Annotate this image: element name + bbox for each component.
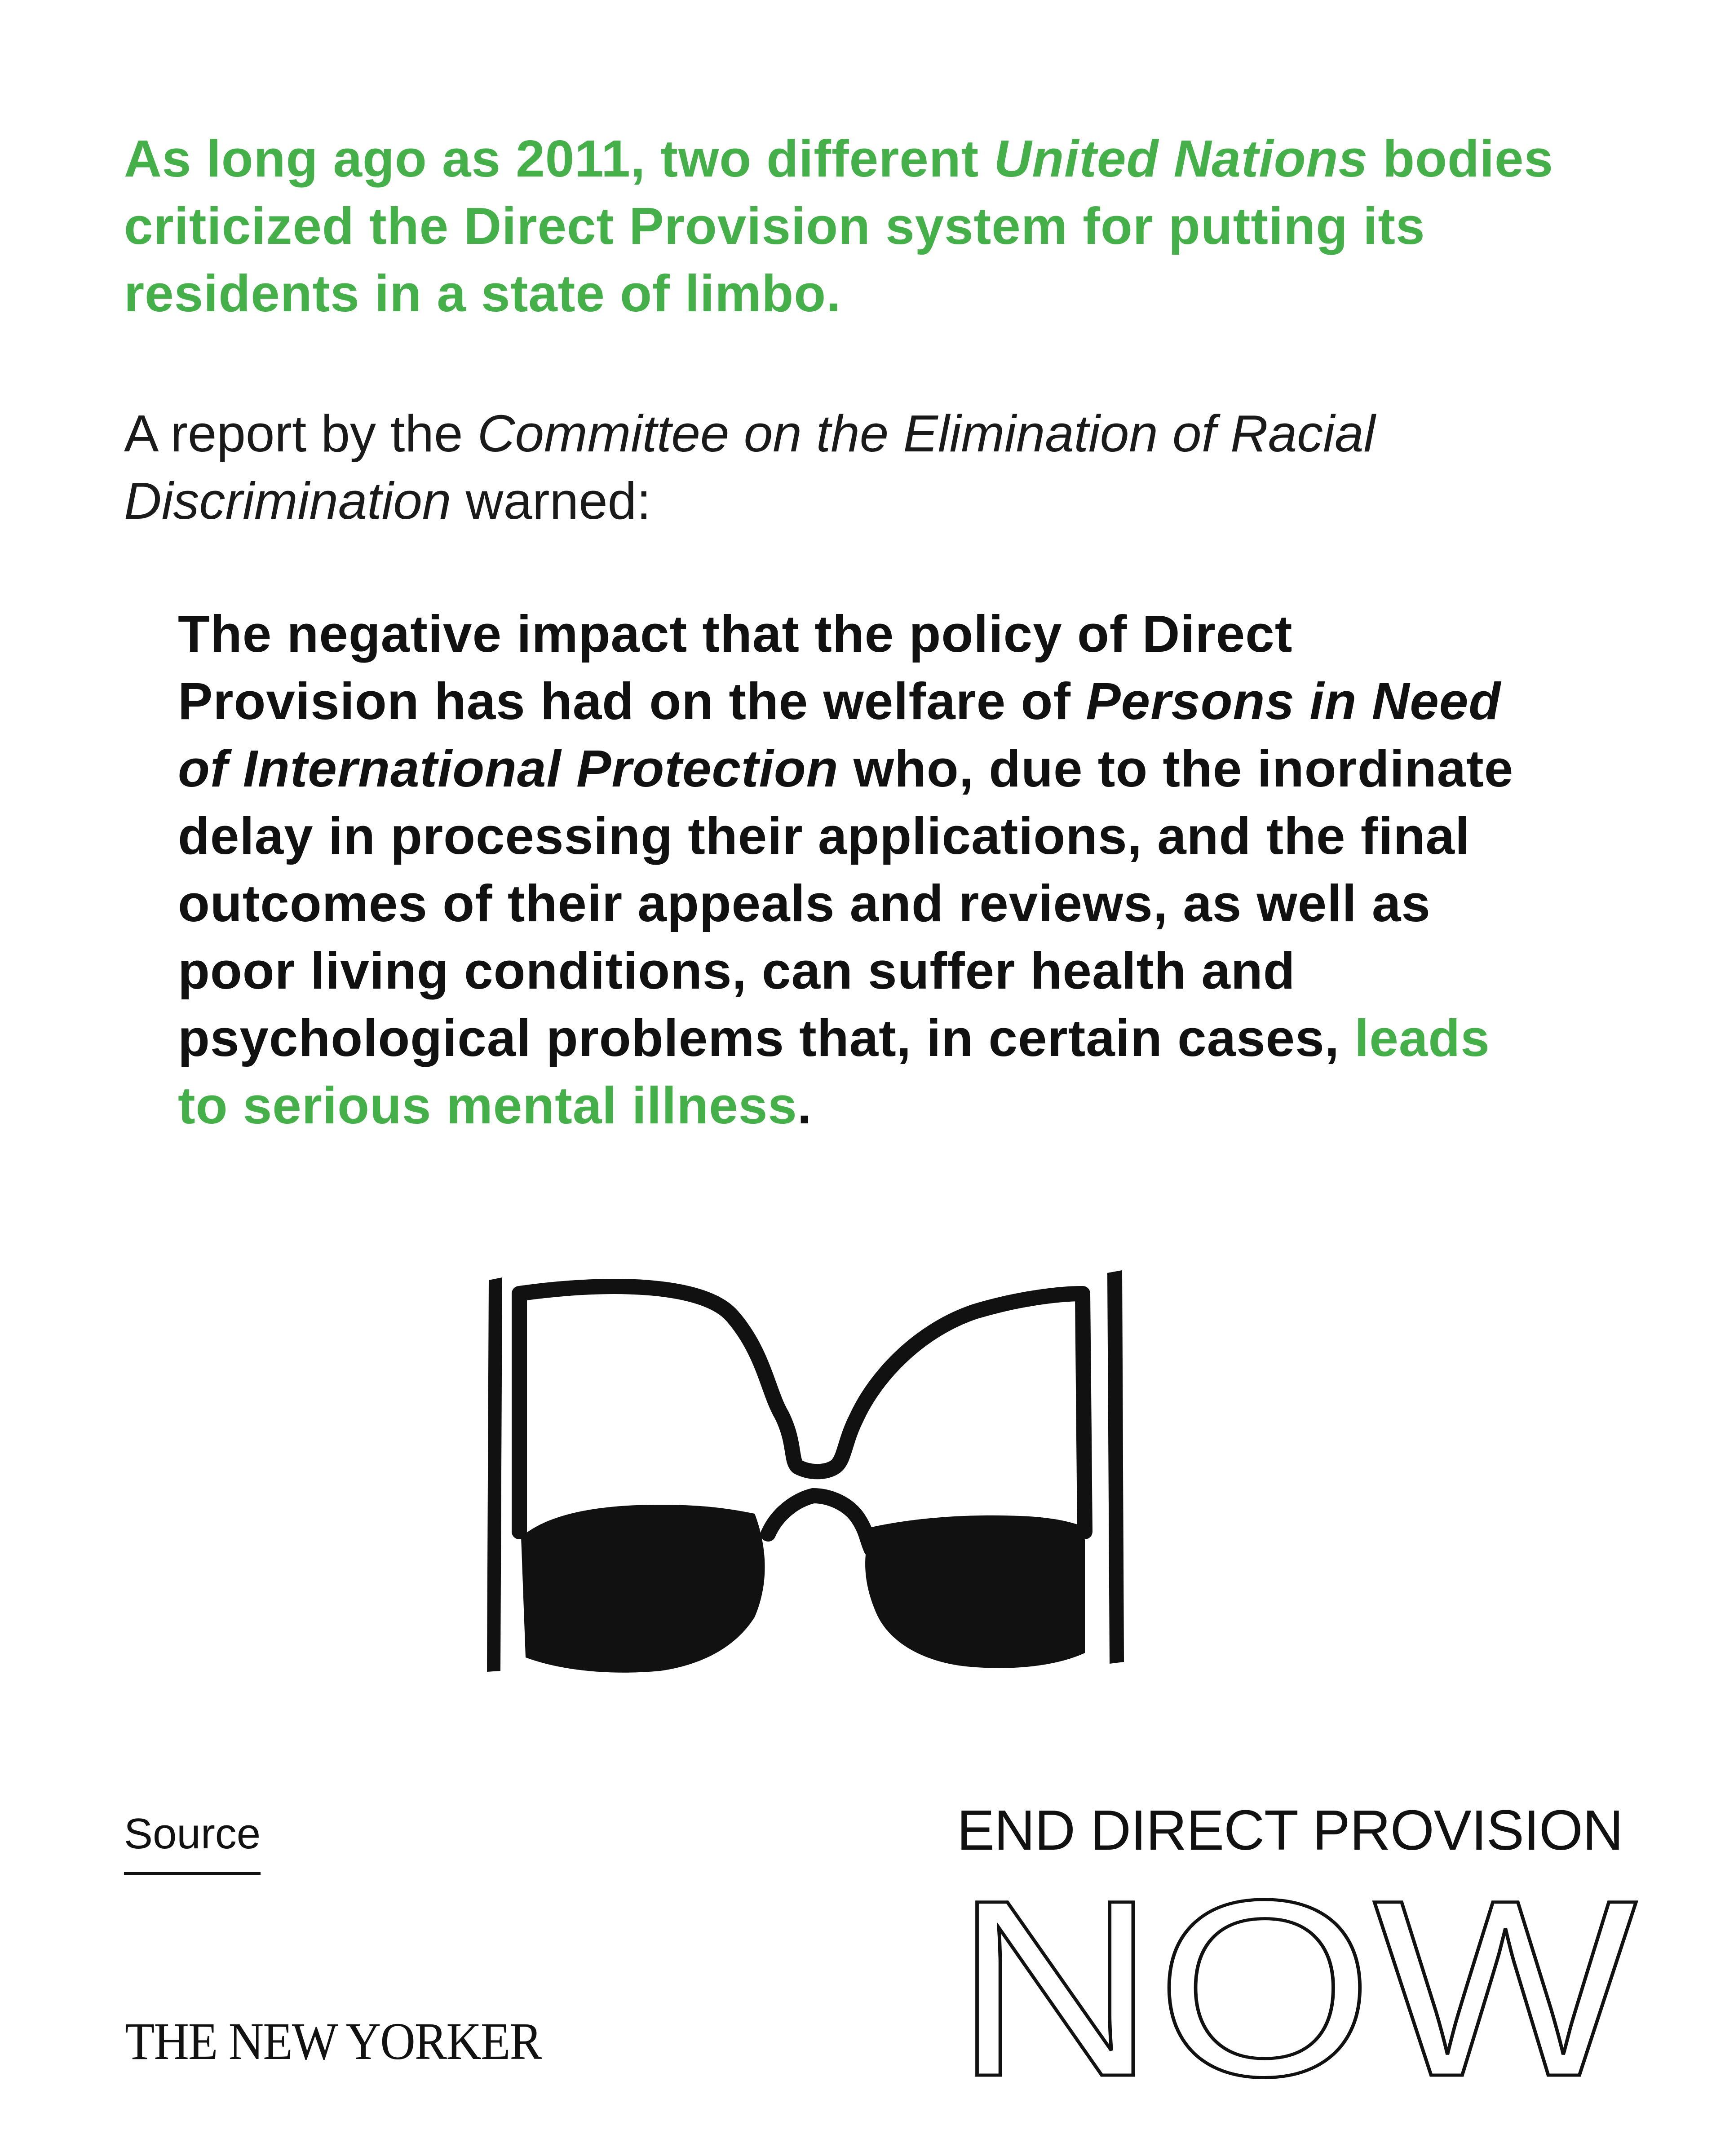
campaign-title: END DIRECT PROVISION [957,1798,1623,1862]
headline-italic: United Nations [994,129,1368,188]
quote-text-1: The negative impact that the policy of Direct Provision has had on the welfare of [178,605,1293,730]
campaign-now-outline [952,1864,1640,2089]
source-link[interactable]: Source [124,1809,261,1875]
brand-logo: THE NEW YORKER [125,2012,542,2071]
hourglass-left-bar [487,1277,502,1672]
quote-italic: Persons in Need of International Protection [178,672,1501,798]
intro-italic: Committee on the Elimination of Racial Discrimination [124,404,1376,530]
hourglass-right-bar [1107,1270,1124,1664]
quote-block [178,600,1526,1139]
quote-highlight: leads to serious mental illness [178,1009,1490,1135]
headline [124,125,1561,327]
hourglass-sand-left [521,1505,765,1673]
campaign-now-text: NOW [954,1864,1640,2089]
headline-text-1: As long ago as 2011, two different [124,129,994,188]
quote-text-end: . [797,1076,813,1135]
intro-text-2: warned: [451,472,651,530]
quote-text-2: who, due to the inordinate delay in processing their applications, and the final outcomes of their appeals and reviews, as well as poor living conditions, can suffer health and psychological problems that, in certain cases, [178,739,1514,1067]
intro-text-1: A report by the [124,404,478,463]
hourglass-icon [481,1262,1146,1684]
intro-paragraph [124,400,1561,535]
hourglass-sand-right [865,1515,1085,1668]
headline-text-2: bodies criticized the Direct Provision system for putting its residents in a state of limbo. [124,129,1554,323]
